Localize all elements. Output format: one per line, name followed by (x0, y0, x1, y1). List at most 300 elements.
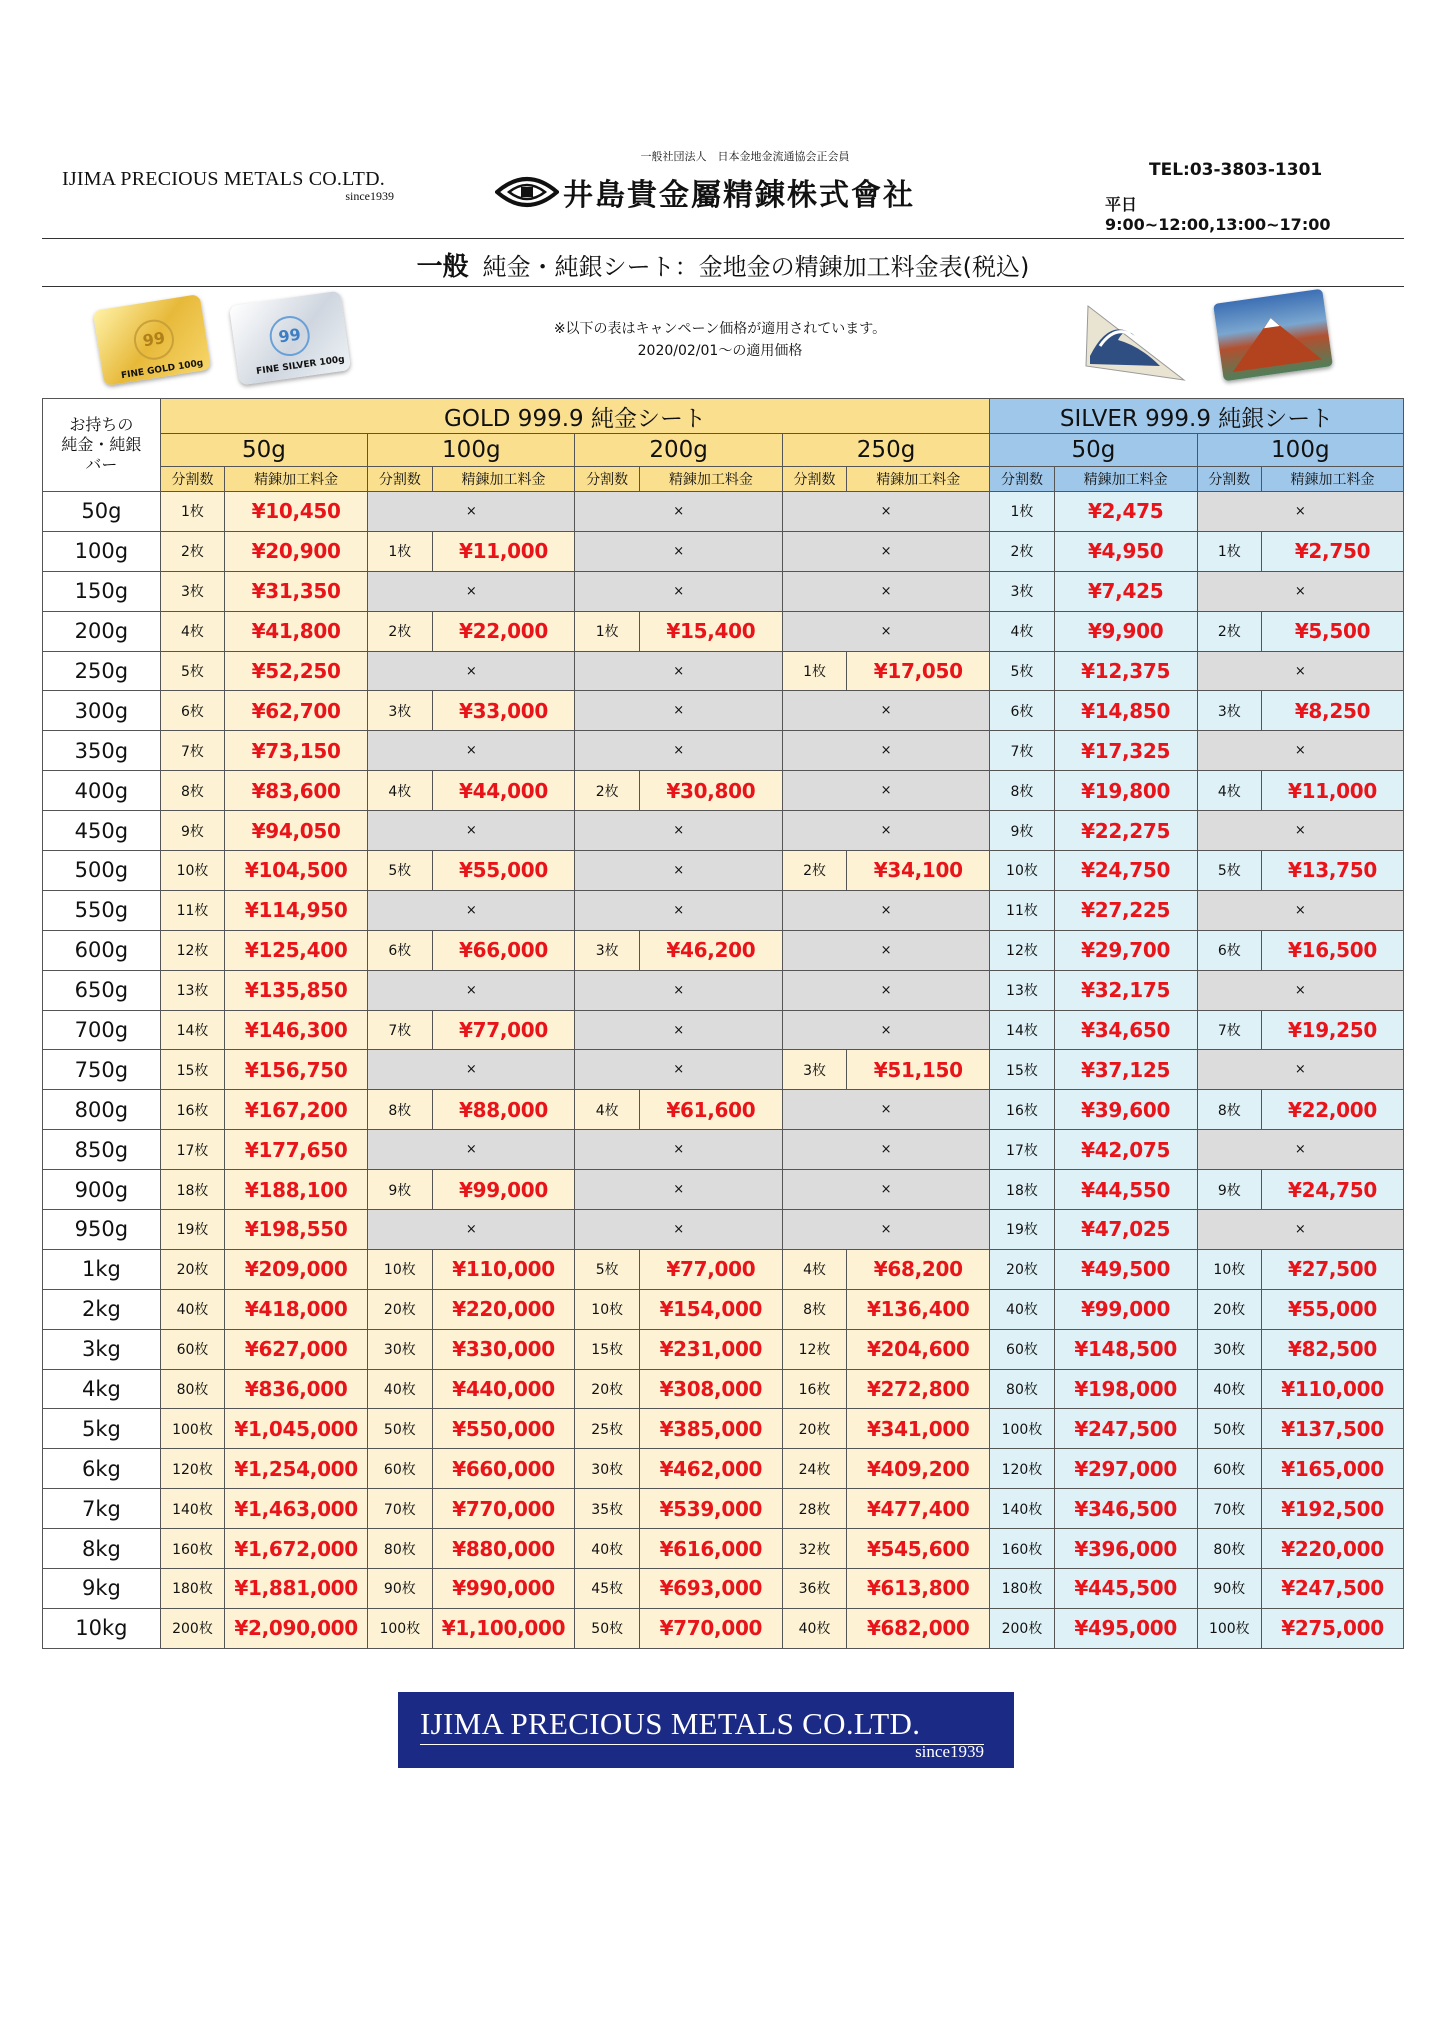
not-available-cell: × (575, 531, 782, 571)
bar-weight-cell: 6kg (43, 1449, 161, 1489)
split-count-cell: 9枚 (1197, 1170, 1261, 1210)
bar-weight-cell: 600g (43, 930, 161, 970)
not-available-cell: × (368, 1050, 575, 1090)
split-count-cell: 6枚 (990, 691, 1054, 731)
not-available-cell: × (368, 651, 575, 691)
split-count-cell: 25枚 (575, 1409, 639, 1449)
gold-card-label: FINE GOLD 100g (120, 358, 204, 382)
bar-weight-cell: 750g (43, 1050, 161, 1090)
not-available-cell: × (1197, 1050, 1403, 1090)
fee-cell: ¥22,000 (1262, 1090, 1404, 1130)
fee-cell: ¥66,000 (432, 930, 575, 970)
fee-cell: ¥15,400 (639, 611, 782, 651)
not-available-cell: × (575, 571, 782, 611)
not-available-cell: × (1197, 651, 1403, 691)
not-available-cell: × (782, 1210, 989, 1250)
bar-weight-cell: 700g (43, 1010, 161, 1050)
fee-cell: ¥418,000 (225, 1289, 368, 1329)
table-row (43, 1369, 1404, 1409)
gold-group-header: GOLD 999.9 純金シート (160, 399, 989, 434)
split-count-cell: 1枚 (1197, 531, 1261, 571)
weight-header-0: 50g (160, 434, 367, 467)
table-row (43, 1289, 1404, 1329)
fee-cell: ¥77,000 (432, 1010, 575, 1050)
split-count-cell: 12枚 (990, 930, 1054, 970)
not-available-cell: × (782, 890, 989, 930)
split-count-cell: 40枚 (368, 1369, 432, 1409)
fee-cell: ¥44,000 (432, 771, 575, 811)
fee-cell: ¥220,000 (1262, 1529, 1404, 1569)
fee-cell: ¥34,650 (1054, 1010, 1197, 1050)
wave-art-sheet-image (1080, 296, 1190, 386)
fee-header: 精錬加工料金 (432, 467, 575, 492)
split-count-cell: 6枚 (160, 691, 224, 731)
corner-line-3: バー (85, 455, 118, 474)
split-count-cell: 7枚 (1197, 1010, 1261, 1050)
fee-cell: ¥396,000 (1054, 1529, 1197, 1569)
not-available-cell: × (1197, 811, 1403, 851)
fee-cell: ¥11,000 (1262, 771, 1404, 811)
split-count-cell: 10枚 (1197, 1249, 1261, 1289)
fee-cell: ¥177,650 (225, 1130, 368, 1170)
fee-cell: ¥545,600 (847, 1529, 990, 1569)
weight-header-3: 250g (782, 434, 989, 467)
not-available-cell: × (782, 1170, 989, 1210)
bar-weight-cell: 10kg (43, 1608, 161, 1648)
fee-cell: ¥220,000 (432, 1289, 575, 1329)
split-count-cell: 160枚 (990, 1529, 1054, 1569)
company-name-jp: 井島貴金屬精錬株式會社 (563, 178, 915, 213)
split-count-cell: 20枚 (368, 1289, 432, 1329)
not-available-cell: × (575, 890, 782, 930)
not-available-cell: × (368, 731, 575, 771)
split-count-cell: 19枚 (990, 1210, 1054, 1250)
fee-cell: ¥55,000 (432, 851, 575, 891)
not-available-cell: × (368, 492, 575, 532)
fee-cell: ¥22,000 (432, 611, 575, 651)
split-count-cell: 24枚 (782, 1449, 846, 1489)
fee-cell: ¥135,850 (225, 970, 368, 1010)
table-row (43, 1608, 1404, 1648)
split-count-cell: 10枚 (368, 1249, 432, 1289)
company-logo-left (62, 168, 402, 204)
mountain-art-card-image (1213, 289, 1333, 382)
fee-cell: ¥10,450 (225, 492, 368, 532)
table-row (43, 930, 1404, 970)
fee-cell: ¥42,075 (1054, 1130, 1197, 1170)
bar-weight-cell: 4kg (43, 1369, 161, 1409)
silver-card-mark: 99 (267, 313, 312, 358)
split-count-cell: 32枚 (782, 1529, 846, 1569)
not-available-cell: × (575, 1130, 782, 1170)
company-name-en: IJIMA PRECIOUS METALS CO.LTD. (62, 168, 385, 190)
not-available-cell: × (782, 771, 989, 811)
notice-line-1: ※以下の表はキャンペーン価格が適用されています。 (553, 321, 887, 337)
business-hours: 平日 9:00~12:00,13:00~17:00 (1105, 195, 1331, 234)
not-available-cell: × (782, 1130, 989, 1170)
table-row (43, 1569, 1404, 1609)
split-count-cell: 9枚 (160, 811, 224, 851)
fee-header: 精錬加工料金 (1054, 467, 1197, 492)
fee-cell: ¥82,500 (1262, 1329, 1404, 1369)
not-available-cell: × (368, 1210, 575, 1250)
split-count-cell: 50枚 (1197, 1409, 1261, 1449)
split-count-cell: 15枚 (575, 1329, 639, 1369)
fee-cell: ¥146,300 (225, 1010, 368, 1050)
split-count-cell: 9枚 (990, 811, 1054, 851)
fee-cell: ¥2,090,000 (225, 1608, 368, 1648)
fee-cell: ¥770,000 (432, 1489, 575, 1529)
fee-cell: ¥165,000 (1262, 1449, 1404, 1489)
split-count-cell: 11枚 (160, 890, 224, 930)
fee-cell: ¥1,254,000 (225, 1449, 368, 1489)
fee-cell: ¥613,800 (847, 1569, 990, 1609)
fee-cell: ¥39,600 (1054, 1090, 1197, 1130)
split-count-cell: 10枚 (990, 851, 1054, 891)
weight-header-1: 100g (368, 434, 575, 467)
qty-header: 分割数 (575, 467, 639, 492)
fee-cell: ¥8,250 (1262, 691, 1404, 731)
not-available-cell: × (782, 531, 989, 571)
split-count-cell: 7枚 (160, 731, 224, 771)
top-divider (42, 238, 1404, 239)
bar-weight-cell: 850g (43, 1130, 161, 1170)
fee-cell: ¥192,500 (1262, 1489, 1404, 1529)
split-count-cell: 80枚 (368, 1529, 432, 1569)
split-count-cell: 2枚 (160, 531, 224, 571)
table-row (43, 651, 1404, 691)
split-count-cell: 40枚 (1197, 1369, 1261, 1409)
fee-cell: ¥41,800 (225, 611, 368, 651)
table-row (43, 1329, 1404, 1369)
silver-card-label: FINE SILVER 100g (255, 354, 346, 377)
not-available-cell: × (782, 1090, 989, 1130)
title-prefix: 一般 (416, 252, 469, 282)
table-row (43, 811, 1404, 851)
weight-header-5: 100g (1197, 434, 1403, 467)
split-count-cell: 4枚 (782, 1249, 846, 1289)
footer-company-logo (398, 1692, 1014, 1768)
fee-cell: ¥198,000 (1054, 1369, 1197, 1409)
table-row (43, 1010, 1404, 1050)
table-row (43, 890, 1404, 930)
silver-card-image (229, 291, 351, 386)
fee-cell: ¥13,750 (1262, 851, 1404, 891)
qty-header: 分割数 (160, 467, 224, 492)
fee-cell: ¥539,000 (639, 1489, 782, 1529)
split-count-cell: 180枚 (160, 1569, 224, 1609)
fee-cell: ¥47,025 (1054, 1210, 1197, 1250)
fee-cell: ¥77,000 (639, 1249, 782, 1289)
qty-header: 分割数 (990, 467, 1054, 492)
fee-cell: ¥136,400 (847, 1289, 990, 1329)
split-count-cell: 3枚 (575, 930, 639, 970)
split-count-cell: 28枚 (782, 1489, 846, 1529)
fee-cell: ¥1,463,000 (225, 1489, 368, 1529)
fee-cell: ¥1,881,000 (225, 1569, 368, 1609)
fee-cell: ¥30,800 (639, 771, 782, 811)
split-count-cell: 40枚 (160, 1289, 224, 1329)
not-available-cell: × (782, 930, 989, 970)
not-available-cell: × (368, 970, 575, 1010)
qty-header: 分割数 (368, 467, 432, 492)
fee-cell: ¥46,200 (639, 930, 782, 970)
fee-cell: ¥693,000 (639, 1569, 782, 1609)
not-available-cell: × (782, 731, 989, 771)
fee-cell: ¥11,000 (432, 531, 575, 571)
not-available-cell: × (368, 1130, 575, 1170)
fee-cell: ¥99,000 (1054, 1289, 1197, 1329)
fee-cell: ¥88,000 (432, 1090, 575, 1130)
split-count-cell: 20枚 (1197, 1289, 1261, 1329)
silver-group-header: SILVER 999.9 純銀シート (990, 399, 1404, 434)
not-available-cell: × (1197, 731, 1403, 771)
corner-line-2: 純金・純銀 (61, 435, 142, 454)
bar-weight-cell: 550g (43, 890, 161, 930)
weight-header-4: 50g (990, 434, 1197, 467)
split-count-cell: 2枚 (368, 611, 432, 651)
fee-cell: ¥33,000 (432, 691, 575, 731)
split-count-cell: 2枚 (1197, 611, 1261, 651)
split-count-cell: 16枚 (990, 1090, 1054, 1130)
split-count-cell: 4枚 (990, 611, 1054, 651)
split-count-cell: 1枚 (160, 492, 224, 532)
since-label: since1939 (345, 189, 394, 203)
fee-cell: ¥627,000 (225, 1329, 368, 1369)
table-row (43, 970, 1404, 1010)
split-count-cell: 180枚 (990, 1569, 1054, 1609)
fee-cell: ¥32,175 (1054, 970, 1197, 1010)
fee-cell: ¥19,800 (1054, 771, 1197, 811)
fee-cell: ¥495,000 (1054, 1608, 1197, 1648)
fee-cell: ¥22,275 (1054, 811, 1197, 851)
fee-cell: ¥616,000 (639, 1529, 782, 1569)
split-count-cell: 20枚 (782, 1409, 846, 1449)
split-count-cell: 140枚 (990, 1489, 1054, 1529)
not-available-cell: × (1197, 1130, 1403, 1170)
company-emblem-icon (495, 172, 559, 212)
split-count-cell: 1枚 (368, 531, 432, 571)
table-row (43, 771, 1404, 811)
not-available-cell: × (368, 571, 575, 611)
fee-cell: ¥341,000 (847, 1409, 990, 1449)
fee-cell: ¥1,672,000 (225, 1529, 368, 1569)
split-count-cell: 4枚 (1197, 771, 1261, 811)
split-count-cell: 10枚 (575, 1289, 639, 1329)
fee-cell: ¥19,250 (1262, 1010, 1404, 1050)
fee-cell: ¥188,100 (225, 1170, 368, 1210)
fee-cell: ¥550,000 (432, 1409, 575, 1449)
split-count-cell: 7枚 (368, 1010, 432, 1050)
not-available-cell: × (782, 1010, 989, 1050)
fee-cell: ¥9,900 (1054, 611, 1197, 651)
split-count-cell: 1枚 (575, 611, 639, 651)
split-count-cell: 35枚 (575, 1489, 639, 1529)
bar-weight-cell: 9kg (43, 1569, 161, 1609)
split-count-cell: 12枚 (160, 930, 224, 970)
fee-cell: ¥275,000 (1262, 1608, 1404, 1648)
not-available-cell: × (368, 890, 575, 930)
bar-weight-cell: 2kg (43, 1289, 161, 1329)
bar-weight-cell: 300g (43, 691, 161, 731)
not-available-cell: × (1197, 890, 1403, 930)
split-count-cell: 100枚 (160, 1409, 224, 1449)
fee-cell: ¥330,000 (432, 1329, 575, 1369)
fee-cell: ¥37,125 (1054, 1050, 1197, 1090)
table-row (43, 492, 1404, 532)
fee-cell: ¥154,000 (639, 1289, 782, 1329)
split-count-cell: 8枚 (990, 771, 1054, 811)
table-row (43, 1210, 1404, 1250)
footer-since: since1939 (915, 1742, 984, 1761)
split-count-cell: 5枚 (368, 851, 432, 891)
bar-weight-cell: 250g (43, 651, 161, 691)
fee-cell: ¥409,200 (847, 1449, 990, 1489)
fee-cell: ¥7,425 (1054, 571, 1197, 611)
fee-cell: ¥29,700 (1054, 930, 1197, 970)
weight-header-2: 200g (575, 434, 782, 467)
split-count-cell: 3枚 (990, 571, 1054, 611)
price-table (42, 398, 1404, 1649)
fee-header: 精錬加工料金 (1262, 467, 1404, 492)
bar-weight-cell: 350g (43, 731, 161, 771)
title-divider (42, 286, 1404, 287)
split-count-cell: 8枚 (160, 771, 224, 811)
table-row (43, 1449, 1404, 1489)
gold-card-mark: 99 (131, 317, 177, 363)
fee-cell: ¥17,325 (1054, 731, 1197, 771)
fee-cell: ¥44,550 (1054, 1170, 1197, 1210)
table-row (43, 851, 1404, 891)
fee-cell: ¥445,500 (1054, 1569, 1197, 1609)
company-header-center (495, 148, 955, 214)
fee-cell: ¥27,225 (1054, 890, 1197, 930)
fee-cell: ¥308,000 (639, 1369, 782, 1409)
split-count-cell: 10枚 (160, 851, 224, 891)
not-available-cell: × (782, 611, 989, 651)
split-count-cell: 2枚 (990, 531, 1054, 571)
split-count-cell: 60枚 (160, 1329, 224, 1369)
split-count-cell: 20枚 (160, 1249, 224, 1289)
bar-weight-cell: 500g (43, 851, 161, 891)
fee-cell: ¥198,550 (225, 1210, 368, 1250)
fee-cell: ¥83,600 (225, 771, 368, 811)
fee-cell: ¥2,750 (1262, 531, 1404, 571)
fee-cell: ¥34,100 (847, 851, 990, 891)
page-title (42, 246, 1404, 283)
split-count-cell: 13枚 (160, 970, 224, 1010)
fee-cell: ¥24,750 (1054, 851, 1197, 891)
campaign-notice (470, 318, 970, 362)
split-count-cell: 70枚 (1197, 1489, 1261, 1529)
fee-cell: ¥99,000 (432, 1170, 575, 1210)
fee-cell: ¥346,500 (1054, 1489, 1197, 1529)
split-count-cell: 30枚 (368, 1329, 432, 1369)
fee-cell: ¥477,400 (847, 1489, 990, 1529)
fee-cell: ¥5,500 (1262, 611, 1404, 651)
gold-card-image (93, 294, 212, 386)
fee-cell: ¥247,500 (1054, 1409, 1197, 1449)
fee-cell: ¥682,000 (847, 1608, 990, 1648)
fee-cell: ¥31,350 (225, 571, 368, 611)
fee-cell: ¥20,900 (225, 531, 368, 571)
table-row (43, 1090, 1404, 1130)
split-count-cell: 18枚 (160, 1170, 224, 1210)
fee-cell: ¥385,000 (639, 1409, 782, 1449)
not-available-cell: × (1197, 571, 1403, 611)
table-corner-header (43, 399, 161, 492)
bar-weight-cell: 800g (43, 1090, 161, 1130)
split-count-cell: 100枚 (1197, 1608, 1261, 1648)
fee-cell: ¥62,700 (225, 691, 368, 731)
contact-info (1105, 160, 1355, 234)
fee-cell: ¥17,050 (847, 651, 990, 691)
fee-cell: ¥462,000 (639, 1449, 782, 1489)
fee-cell: ¥12,375 (1054, 651, 1197, 691)
split-count-cell: 100枚 (990, 1409, 1054, 1449)
not-available-cell: × (575, 651, 782, 691)
split-count-cell: 36枚 (782, 1569, 846, 1609)
split-count-cell: 3枚 (368, 691, 432, 731)
association-label: 一般社団法人 日本金地金流通協会正会員 (640, 150, 850, 163)
title-main: 純金・純銀シート：金地金の精錬加工料金表(税込) (482, 253, 1030, 281)
split-count-cell: 5枚 (990, 651, 1054, 691)
mountain-art-shape (1213, 289, 1333, 382)
not-available-cell: × (575, 691, 782, 731)
corner-line-1: お持ちの (69, 415, 134, 434)
split-count-cell: 140枚 (160, 1489, 224, 1529)
split-count-cell: 8枚 (368, 1090, 432, 1130)
not-available-cell: × (782, 492, 989, 532)
split-count-cell: 1枚 (782, 651, 846, 691)
table-row (43, 1130, 1404, 1170)
fee-cell: ¥990,000 (432, 1569, 575, 1609)
split-count-cell: 6枚 (1197, 930, 1261, 970)
split-count-cell: 100枚 (368, 1608, 432, 1648)
fee-cell: ¥660,000 (432, 1449, 575, 1489)
fee-cell: ¥156,750 (225, 1050, 368, 1090)
split-count-cell: 7枚 (990, 731, 1054, 771)
fee-cell: ¥114,950 (225, 890, 368, 930)
bar-weight-cell: 400g (43, 771, 161, 811)
fee-cell: ¥247,500 (1262, 1569, 1404, 1609)
fee-cell: ¥1,045,000 (225, 1409, 368, 1449)
split-count-cell: 90枚 (1197, 1569, 1261, 1609)
split-count-cell: 13枚 (990, 970, 1054, 1010)
split-count-cell: 60枚 (990, 1329, 1054, 1369)
split-count-cell: 120枚 (990, 1449, 1054, 1489)
not-available-cell: × (1197, 970, 1403, 1010)
split-count-cell: 5枚 (160, 651, 224, 691)
not-available-cell: × (575, 811, 782, 851)
split-count-cell: 200枚 (990, 1608, 1054, 1648)
bar-weight-cell: 900g (43, 1170, 161, 1210)
split-count-cell: 5枚 (575, 1249, 639, 1289)
fee-cell: ¥148,500 (1054, 1329, 1197, 1369)
fee-cell: ¥14,850 (1054, 691, 1197, 731)
fee-cell: ¥61,600 (639, 1090, 782, 1130)
bar-weight-cell: 7kg (43, 1489, 161, 1529)
not-available-cell: × (575, 1010, 782, 1050)
split-count-cell: 3枚 (1197, 691, 1261, 731)
split-count-cell: 15枚 (990, 1050, 1054, 1090)
table-row (43, 1249, 1404, 1289)
split-count-cell: 16枚 (160, 1090, 224, 1130)
not-available-cell: × (575, 731, 782, 771)
split-count-cell: 14枚 (990, 1010, 1054, 1050)
split-count-cell: 20枚 (575, 1369, 639, 1409)
table-row (43, 1489, 1404, 1529)
